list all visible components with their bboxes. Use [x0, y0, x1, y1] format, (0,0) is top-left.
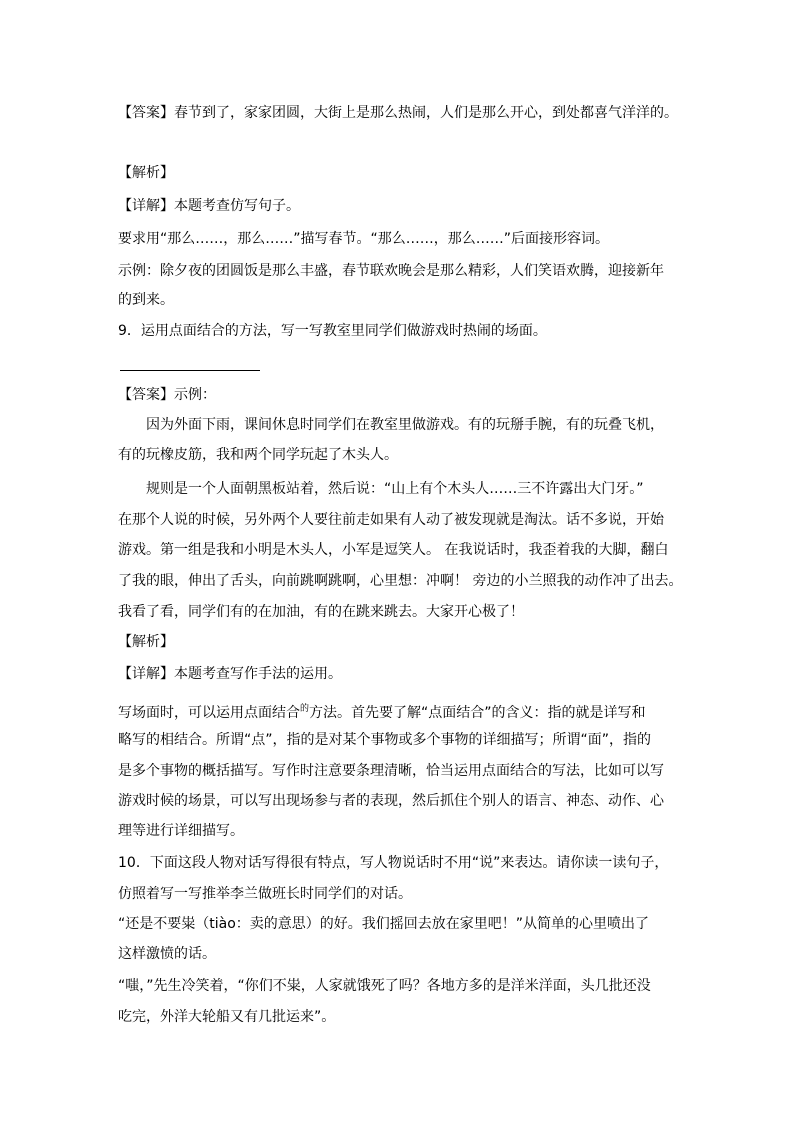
question-10: 吃完，外洋大轮船又有几批运来”。 — [118, 1009, 336, 1025]
analysis-text: 要求用“那么……，那么……”描写春节。“那么……，那么……”后面接形容词。 — [118, 231, 610, 247]
answer-blank-line — [120, 370, 260, 371]
essay-line: 我看了看，同学们有的在加油，有的在跳来跳去。大家开心极了！ — [118, 604, 524, 620]
detail-tag: 【详解】 — [118, 666, 174, 682]
question-10: 这样激愤的话。 — [118, 946, 216, 962]
analysis-text: 理等进行详细描写。 — [118, 823, 244, 839]
detail-tag: 【详解】 — [118, 198, 174, 214]
answer-tag: 【答案】 — [118, 387, 174, 403]
answer-tag: 【答案】 — [118, 105, 174, 121]
analysis-text: 示例：除夕夜的团圆饭是那么丰盛，春节联欢晚会是那么精彩，人们笑语欢腾，迎接新年 — [118, 263, 664, 279]
detail-text: 本题考查写作手法的运用。 — [174, 666, 342, 682]
analysis-text: 的到来。 — [118, 292, 174, 308]
essay-line: 游戏。第一组是我和小明是木头人，小军是逗笑人。 在我说话时，我歪着我的大脚，翻白 — [118, 542, 669, 558]
superscript-char: 的 — [300, 704, 310, 714]
answer-8 — [118, 104, 678, 122]
analysis-detail — [118, 197, 300, 215]
question-10: 仿照着写一写推举李兰做班长时同学们的对话。 — [118, 886, 412, 902]
essay-line: 了我的眼，伸出了舌头，向前跳啊跳啊，心里想：冲啊！ 旁边的小兰照我的动作冲了出去。 — [118, 573, 683, 589]
analysis-text-part: 方法。首先要了解“点面结合”的含义：指的就是详写和 — [309, 705, 646, 721]
analysis-heading: 【解析】 — [118, 634, 174, 650]
question-9: 9．运用点面结合的方法，写一写教室里同学们做游戏时热闹的场面。 — [118, 323, 547, 339]
analysis-text: 略写的相结合。所谓“点”，指的是对某个事物或多个事物的详细描写；所谓“面”，指的 — [118, 732, 652, 748]
analysis-heading: 【解析】 — [118, 165, 174, 181]
question-10: 10．下面这段人物对话写得很有特点，写人物说话时不用“说”来表达。请你读一读句子， — [118, 855, 669, 871]
analysis-text: 是多个事物的概括描写。写作时注意要条理清晰，恰当运用点面结合的写法，比如可以写 — [118, 763, 664, 779]
analysis-detail — [118, 665, 342, 683]
analysis-text: 游戏时候的场景，可以写出现场参与者的表现，然后抓住个别人的语言、神态、动作、心 — [118, 793, 664, 809]
essay-line: 规则是一个人面朝黑板站着，然后说：“山上有个木头人……三不许露出大门牙。” — [146, 481, 644, 497]
analysis-text-part: 写场面时，可以运用点面结合 — [118, 705, 300, 721]
analysis-text — [118, 700, 646, 721]
answer-label: 示例： — [174, 387, 216, 403]
detail-text: 本题考查仿写句子。 — [174, 198, 300, 214]
question-10: “还是不要粜（tiào：卖的意思）的好。我们摇回去放在家里吧！”从简单的心里喷出了 — [118, 916, 650, 932]
essay-line: 有的玩橡皮筋，我和两个同学玩起了木头人。 — [118, 447, 398, 463]
question-10: “嗤，”先生冷笑着，“你们不粜，人家就饿死了吗？各地方多的是洋米洋面，头几批还没 — [118, 978, 651, 994]
essay-line: 在那个人说的时候，另外两个人要往前走如果有人动了被发现就是淘汰。话不多说，开始 — [118, 512, 664, 528]
answer-9-label — [118, 386, 216, 404]
answer-text: 春节到了，家家团圆，大街上是那么热闹，人们是那么开心，到处都喜气洋洋的。 — [174, 105, 678, 121]
essay-line: 因为外面下雨，课间休息时同学们在教室里做游戏。有的玩掰手腕，有的玩叠飞机， — [146, 417, 664, 433]
